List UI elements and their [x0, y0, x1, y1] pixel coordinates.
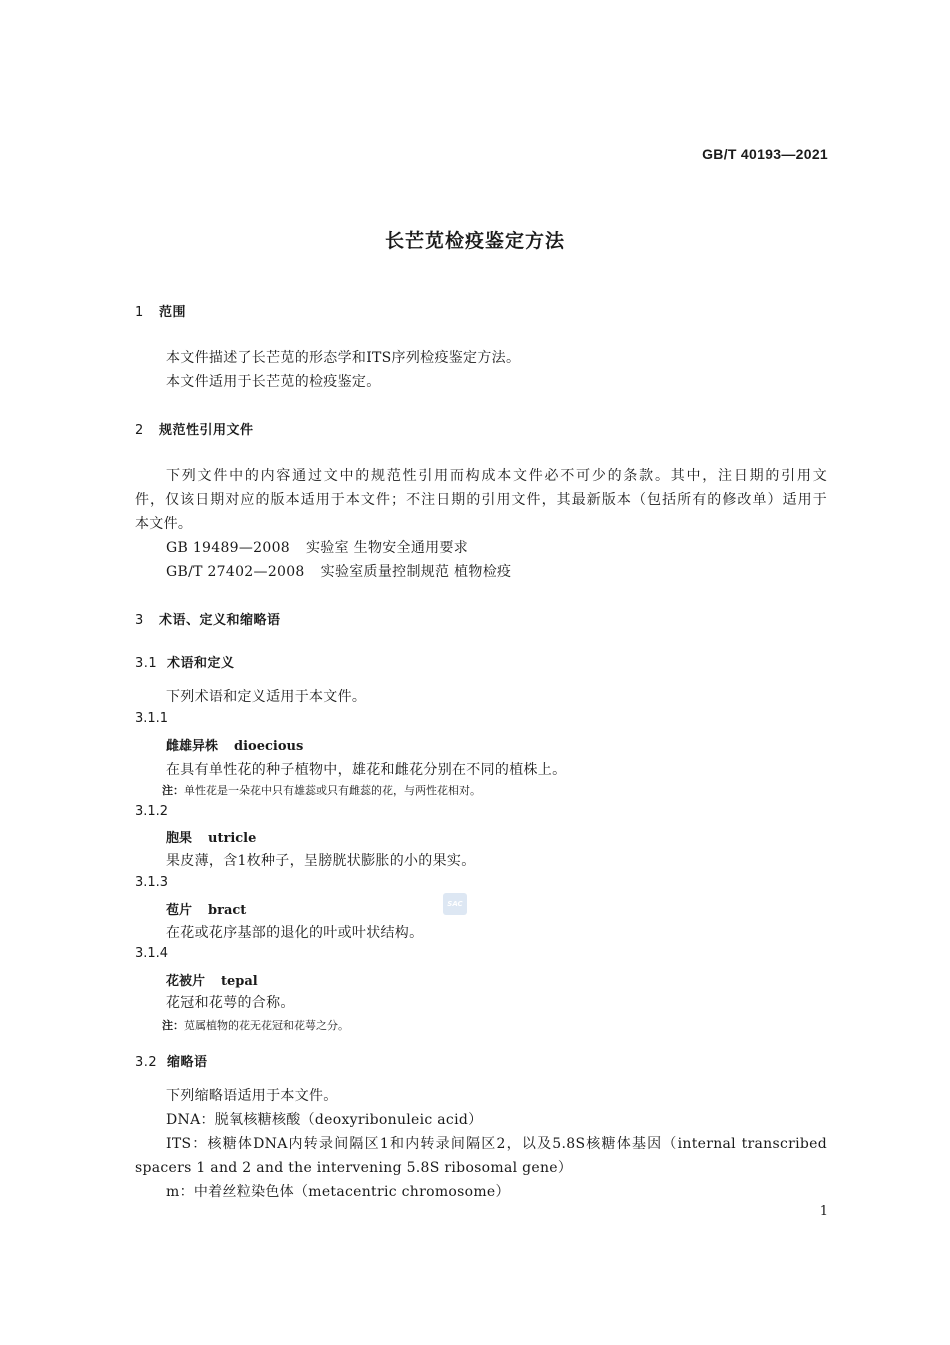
- term-number: 3.1.1: [135, 711, 169, 726]
- page-number: 1: [819, 1204, 828, 1219]
- section-number: 1: [135, 305, 144, 320]
- term-en: tepal: [221, 974, 258, 989]
- subsection-3-2-heading: [135, 1051, 208, 1070]
- subsection-title: 术语和定义: [167, 656, 235, 671]
- term-en: dioecious: [234, 739, 304, 754]
- term-definition: 花冠和花萼的合称。: [166, 995, 295, 1011]
- reference-name: 实验室质量控制规范 植物检疫: [320, 564, 512, 580]
- reference-name: 实验室 生物安全通用要求: [306, 540, 469, 556]
- term-zh: 苞片: [166, 903, 193, 918]
- term-zh: 雌雄异株: [166, 739, 219, 754]
- section-number: 2: [135, 423, 144, 438]
- term-en: bract: [208, 903, 247, 918]
- section-title: 规范性引用文件: [159, 423, 254, 438]
- term-zh: 花被片: [166, 974, 206, 989]
- section-number: 3: [135, 613, 144, 628]
- subsection-3-1-heading: [135, 652, 235, 671]
- note-label: 注：: [162, 1019, 184, 1032]
- term-number: 3.1.2: [135, 804, 169, 819]
- paragraph: 下列术语和定义适用于本文件。: [166, 689, 367, 705]
- term-definition: 果皮薄，含1枚种子，呈膀胱状膨胀的小的果实。: [166, 853, 476, 869]
- subsection-number: 3.2: [135, 1055, 158, 1070]
- standard-number: GB/T 40193—2021: [702, 146, 828, 162]
- term-number: 3.1.4: [135, 946, 169, 961]
- abbreviation-its-continued: spacers 1 and 2 and the intervening 5.8S ribosomal gene）: [135, 1160, 573, 1176]
- document-title: 长芒苋检疫鉴定方法: [384, 230, 565, 252]
- note-label: 注：: [162, 784, 184, 797]
- abbreviation-dna: DNA：脱氧核糖核酸（deoxyribonuleic acid）: [166, 1112, 483, 1128]
- abbreviation-its: ITS：核糖体DNA内转录间隔区1和内转录间隔区2，以及5.8S核糖体基因（internal transcribed: [166, 1136, 827, 1152]
- subsection-number: 3.1: [135, 656, 158, 671]
- subsection-title: 缩略语: [167, 1055, 208, 1070]
- reference-item: [166, 537, 468, 557]
- note-text: 苋属植物的花无花冠和花萼之分。: [184, 1019, 349, 1032]
- term-number: 3.1.3: [135, 875, 169, 890]
- reference-item: [166, 561, 511, 581]
- note-text: 单性花是一朵花中只有雄蕊或只有雌蕊的花，与两性花相对。: [184, 784, 481, 797]
- paragraph-line: 本文件。: [135, 516, 193, 532]
- reference-code: GB 19489—2008: [166, 540, 290, 556]
- term-definition: 在花或花序基部的退化的叶或叶状结构。: [166, 925, 424, 941]
- term-entry: [166, 827, 256, 846]
- term-definition: 在具有单性花的种子植物中，雄花和雌花分别在不同的植株上。: [166, 762, 567, 778]
- term-entry: [166, 970, 258, 989]
- sac-watermark-logo: SAC: [443, 893, 467, 915]
- section-3-heading: [135, 609, 281, 628]
- paragraph: 本文件适用于长芒苋的检疫鉴定。: [166, 374, 381, 390]
- note: [162, 1017, 349, 1033]
- paragraph: 下列缩略语适用于本文件。: [166, 1088, 338, 1104]
- paragraph-line: 下列文件中的内容通过文中的规范性引用而构成本文件必不可少的条款。其中，注日期的引用文: [166, 468, 827, 484]
- term-entry: [166, 735, 303, 754]
- term-entry: [166, 899, 246, 918]
- term-en: utricle: [208, 831, 257, 846]
- section-title: 术语、定义和缩略语: [159, 613, 281, 628]
- abbreviation-m: m：中着丝粒染色体（metacentric chromosome）: [166, 1184, 510, 1200]
- reference-code: GB/T 27402—2008: [166, 564, 305, 580]
- paragraph: 本文件描述了长芒苋的形态学和ITS序列检疫鉴定方法。: [166, 350, 521, 366]
- section-title: 范围: [159, 305, 187, 320]
- paragraph-line: 件，仅该日期对应的版本适用于本文件；不注日期的引用文件，其最新版本（包括所有的修改单）适用于: [135, 492, 827, 508]
- note: [162, 782, 481, 798]
- term-zh: 胞果: [166, 831, 193, 846]
- section-1-heading: [135, 301, 186, 320]
- section-2-heading: [135, 419, 254, 438]
